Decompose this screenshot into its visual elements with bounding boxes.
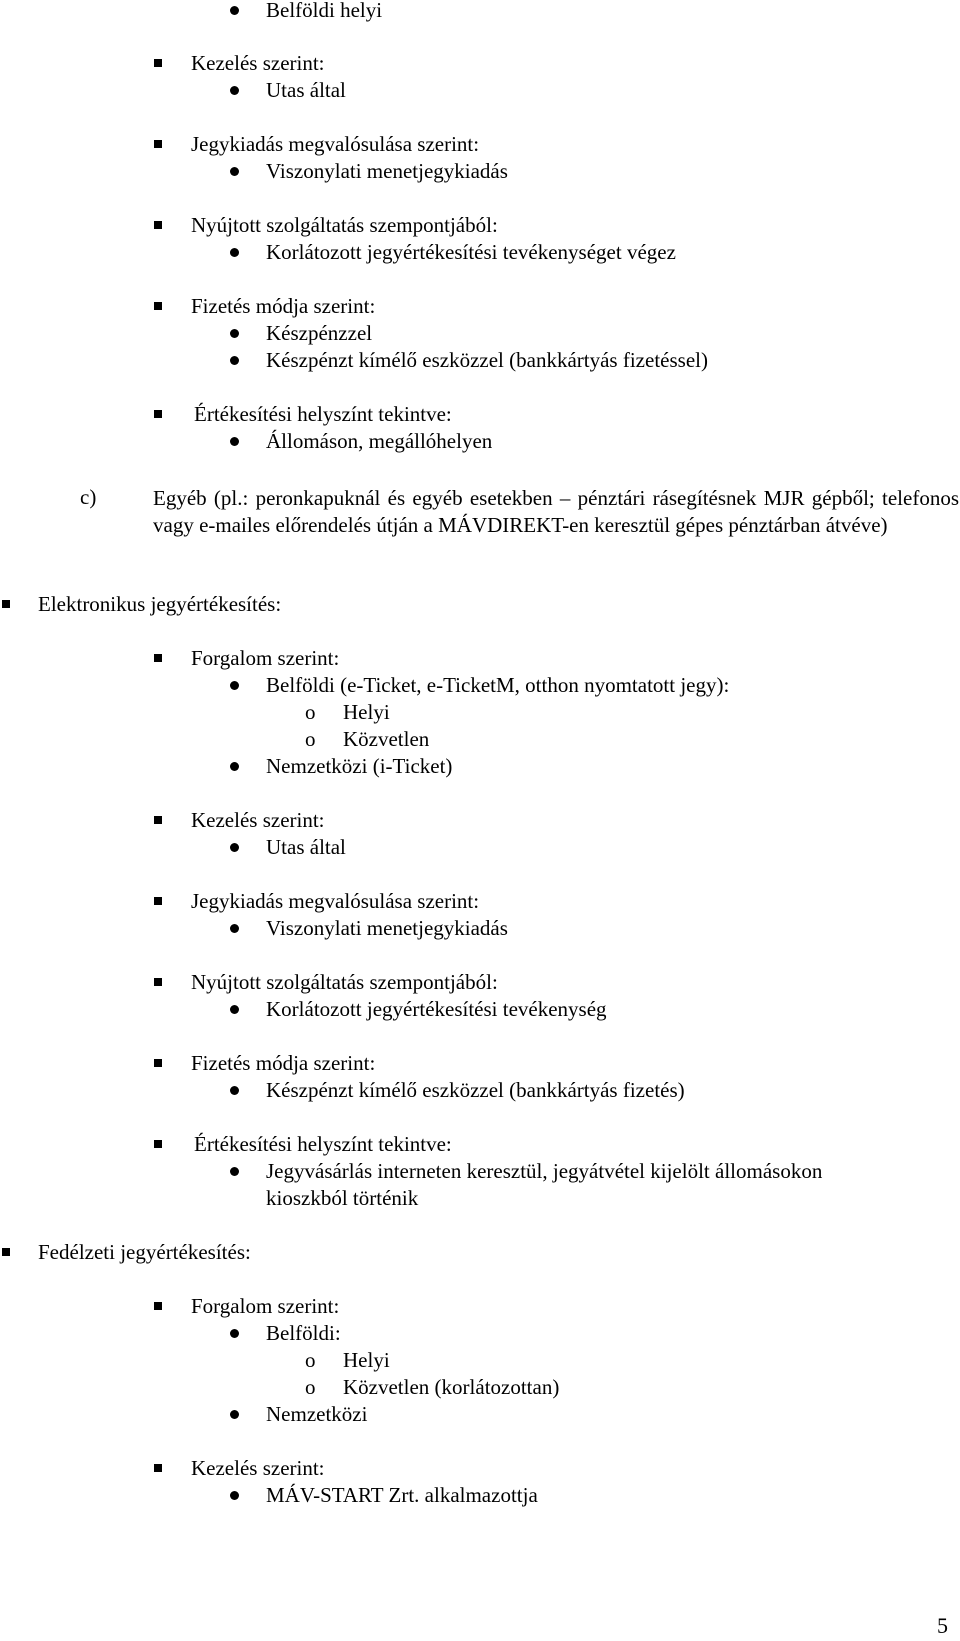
list-item: Nemzetközi (i-Ticket) <box>266 754 453 778</box>
dot-bullet-icon <box>230 1005 239 1014</box>
circle-bullet-icon: o <box>305 700 316 724</box>
square-bullet-icon <box>154 1464 162 1472</box>
square-bullet-icon <box>154 410 162 418</box>
dot-bullet-icon <box>230 1086 239 1095</box>
list-item: Belföldi helyi <box>266 0 383 22</box>
list-item: Viszonylati menetjegykiadás <box>266 916 508 940</box>
list-item: Utas által <box>266 78 346 102</box>
square-bullet-icon <box>154 978 162 986</box>
dot-bullet-icon <box>230 1410 239 1419</box>
dot-bullet-icon <box>230 437 239 446</box>
list-item: Közvetlen (korlátozottan) <box>343 1375 560 1399</box>
list-item: Forgalom szerint: <box>191 646 340 670</box>
list-item: Utas által <box>266 835 346 859</box>
list-item: Korlátozott jegyértékesítési tevékenység <box>266 997 607 1021</box>
list-item: Belföldi: <box>266 1321 341 1345</box>
list-item: Nyújtott szolgáltatás szempontjából: <box>191 213 498 237</box>
square-bullet-icon <box>154 654 162 662</box>
list-item-continuation: kioszkból történik <box>266 1186 419 1210</box>
dot-bullet-icon <box>230 843 239 852</box>
list-item: Kezelés szerint: <box>191 808 325 832</box>
square-bullet-icon <box>154 1302 162 1310</box>
list-item: MÁV-START Zrt. alkalmazottja <box>266 1483 538 1507</box>
dot-bullet-icon <box>230 924 239 933</box>
dot-bullet-icon <box>230 356 239 365</box>
dot-bullet-icon <box>230 86 239 95</box>
square-bullet-icon <box>154 1059 162 1067</box>
list-item: Kezelés szerint: <box>191 51 325 75</box>
dot-bullet-icon <box>230 1491 239 1500</box>
list-item: Értékesítési helyszínt tekintve: <box>194 402 452 426</box>
circle-bullet-icon: o <box>305 727 316 751</box>
list-item: Jegykiadás megvalósulása szerint: <box>191 889 480 913</box>
list-item: Helyi <box>343 700 390 724</box>
dot-bullet-icon <box>230 248 239 257</box>
list-item: Értékesítési helyszínt tekintve: <box>194 1132 452 1156</box>
list-item: Forgalom szerint: <box>191 1294 340 1318</box>
list-item: Készpénzzel <box>266 321 373 345</box>
list-item: Nemzetközi <box>266 1402 368 1426</box>
square-bullet-icon <box>2 1248 10 1256</box>
list-item: Helyi <box>343 1348 390 1372</box>
square-bullet-icon <box>154 897 162 905</box>
square-bullet-icon <box>154 59 162 67</box>
list-item: Jegyvásárlás interneten keresztül, jegyátvétel kijelölt állomásokon <box>266 1159 823 1183</box>
square-bullet-icon <box>2 600 10 608</box>
paragraph-text: Egyéb (pl.: peronkapuknál és egyéb esetekben – pénztári rásegítésnek MJR gépből; telefonos vagy e-mailes előrendelés útján a MÁVDIREKT-en keresztül gépes pénztárban átvéve) <box>153 486 959 537</box>
list-item: Fizetés módja szerint: <box>191 294 376 318</box>
dot-bullet-icon <box>230 762 239 771</box>
section-heading: Fedélzeti jegyértékesítés: <box>38 1240 251 1264</box>
page-number: 5 <box>937 1613 948 1638</box>
square-bullet-icon <box>154 302 162 310</box>
list-item: Korlátozott jegyértékesítési tevékenységet végez <box>266 240 676 264</box>
paragraph-label: c) <box>80 485 97 509</box>
list-item: Készpénzt kímélő eszközzel (bankkártyás fizetés) <box>266 1078 685 1102</box>
square-bullet-icon <box>154 816 162 824</box>
list-item: Közvetlen <box>343 727 430 751</box>
list-item: Fizetés módja szerint: <box>191 1051 376 1075</box>
dot-bullet-icon <box>230 1329 239 1338</box>
dot-bullet-icon <box>230 1167 239 1176</box>
dot-bullet-icon <box>230 6 239 15</box>
list-item: Jegykiadás megvalósulása szerint: <box>191 132 480 156</box>
list-item: Belföldi (e-Ticket, e-TicketM, otthon nyomtatott jegy): <box>266 673 730 697</box>
list-item: Nyújtott szolgáltatás szempontjából: <box>191 970 498 994</box>
dot-bullet-icon <box>230 681 239 690</box>
square-bullet-icon <box>154 221 162 229</box>
square-bullet-icon <box>154 1140 162 1148</box>
dot-bullet-icon <box>230 329 239 338</box>
section-heading: Elektronikus jegyértékesítés: <box>38 592 282 616</box>
circle-bullet-icon: o <box>305 1375 316 1399</box>
list-item: Állomáson, megállóhelyen <box>266 429 493 453</box>
list-item: Készpénzt kímélő eszközzel (bankkártyás fizetéssel) <box>266 348 708 372</box>
circle-bullet-icon: o <box>305 1348 316 1372</box>
dot-bullet-icon <box>230 167 239 176</box>
list-item: Kezelés szerint: <box>191 1456 325 1480</box>
list-item: Viszonylati menetjegykiadás <box>266 159 508 183</box>
square-bullet-icon <box>154 140 162 148</box>
